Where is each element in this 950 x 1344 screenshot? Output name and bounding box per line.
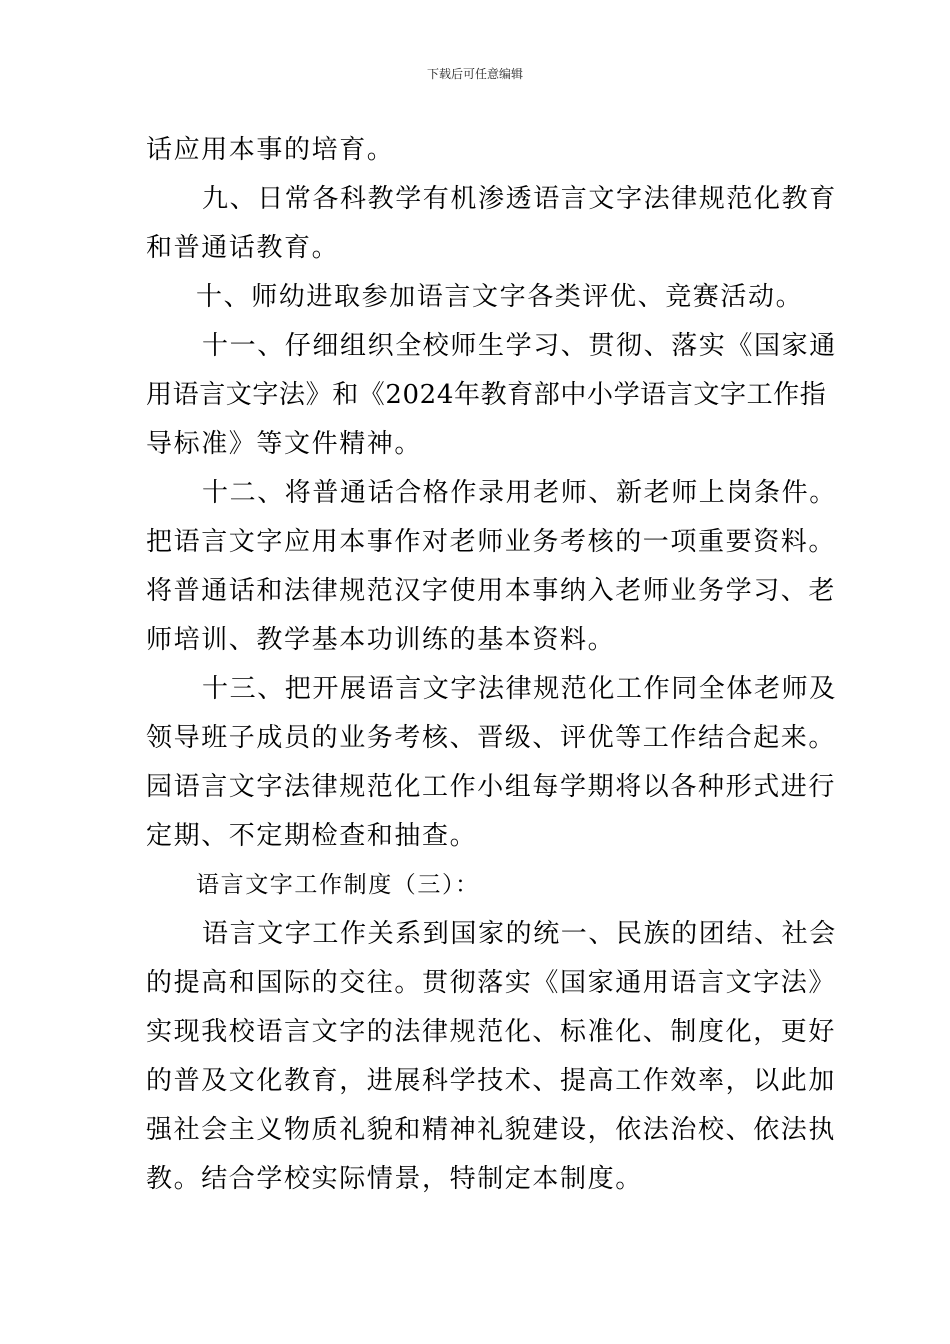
text-line: 十三、把开展语言文字法律规范化工作同全体老师及 [202,674,837,704]
document-body [146,126,837,1204]
text-line: 把语言文字应用本事作对老师业务考核的一项重要资料。 [146,527,837,557]
text-line: 十一、仔细组织全校师生学习、贯彻、落实《国家通 [202,331,837,361]
text-line: 和普通话教育。 [146,233,340,263]
text-line: 导标准》等文件精神。 [146,429,423,459]
text-line: 语言文字工作关系到国家的统一、民族的团结、社会 [202,919,837,949]
header-note: 下载后可任意编辑 [426,67,523,81]
text-line: 十二、将普通话合格作录用老师、新老师上岗条件。 [202,478,837,508]
text-line: 的普及文化教育，进展科学技术、提高工作效率，以此加 [146,1066,837,1096]
text-line: 话应用本事的培育。 [146,135,395,165]
text-line: 师培训、教学基本功训练的基本资料。 [146,625,616,655]
text-line: 强社会主义物质礼貌和精神礼貌建设，依法治校、依法执 [146,1115,837,1145]
text-line: 用语言文字法》和《2024年教育部中小学语言文字工作指 [146,380,827,410]
text-line: 领导班子成员的业务考核、晋级、评优等工作结合起来。 [146,723,837,753]
text-line: 的提高和国际的交往。贯彻落实《国家通用语言文字法》 [146,968,837,998]
section-heading: 语言文字工作制度（三）： [196,872,480,898]
text-line: 将普通话和法律规范汉字使用本事纳入老师业务学习、老 [146,576,837,606]
text-line: 园语言文字法律规范化工作小组每学期将以各种形式进行 [146,772,837,802]
text-line: 教。结合学校实际情景，特制定本制度。 [146,1164,643,1194]
text-line: 十、师幼进取参加语言文字各类评优、竞赛活动。 [196,282,804,312]
text-line: 九、日常各科教学有机渗透语言文字法律规范化教育 [202,184,837,214]
text-line: 实现我校语言文字的法律规范化、标准化、制度化，更好 [146,1017,837,1047]
text-line: 定期、不定期检查和抽查。 [146,821,478,851]
